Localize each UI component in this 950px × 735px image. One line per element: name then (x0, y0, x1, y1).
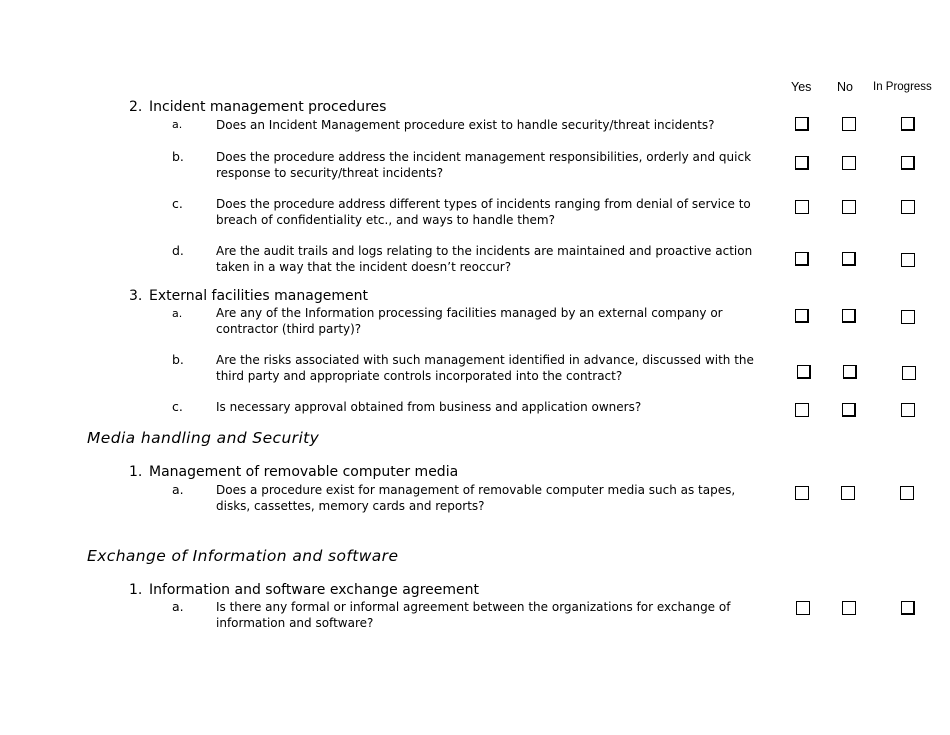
checkbox-no[interactable] (842, 252, 856, 266)
group-number: 2. (129, 99, 143, 115)
item-letter: a. (172, 599, 184, 614)
checkbox-in-progress[interactable] (902, 366, 916, 380)
group-title-exchange-agreement: Information and software exchange agreement (149, 582, 479, 598)
column-header-yes: Yes (791, 80, 812, 94)
checkbox-no[interactable] (842, 117, 856, 131)
item-letter: a. (172, 482, 184, 497)
question-text: Are the risks associated with such management identified in advance, discussed with the third party and appropriate controls incorporated into the contract? (216, 353, 754, 383)
group-title-removable-media: Management of removable computer media (149, 464, 459, 480)
checkbox-no[interactable] (842, 601, 856, 615)
column-header-no: No (837, 80, 853, 94)
checkbox-in-progress[interactable] (901, 117, 915, 131)
checkbox-no[interactable] (843, 365, 857, 379)
checkbox-in-progress[interactable] (901, 601, 915, 615)
group-number: 3. (129, 288, 143, 304)
checkbox-no[interactable] (842, 309, 856, 323)
checkbox-no[interactable] (841, 486, 855, 500)
checkbox-in-progress[interactable] (901, 310, 915, 324)
question-text: Is necessary approval obtained from business and application owners? (216, 400, 642, 414)
checkbox-yes[interactable] (796, 601, 810, 615)
item-letter: b. (172, 352, 184, 367)
checkbox-no[interactable] (842, 200, 856, 214)
item-letter: d. (172, 243, 184, 258)
checkbox-in-progress[interactable] (901, 156, 915, 170)
question-text: Does the procedure address the incident management responsibilities, orderly and quick response to security/threat incidents? (216, 150, 752, 180)
checkbox-in-progress[interactable] (901, 403, 915, 417)
item-letter: a. (172, 307, 183, 320)
checkbox-in-progress[interactable] (901, 200, 915, 214)
group-title-external-facilities: External facilities management (149, 288, 368, 304)
question-text: Are any of the Information processing facilities managed by an external company or contractor (third party)? (216, 306, 723, 336)
checkbox-no[interactable] (842, 403, 856, 417)
column-header-in-progress: In Progress (873, 81, 932, 93)
item-letter: c. (172, 196, 183, 211)
item-letter: c. (172, 399, 183, 414)
section-title-media-handling: Media handling and Security (87, 429, 320, 447)
question-text: Are the audit trails and logs relating to the incidents are maintained and proactive action taken in a way that the incident doesn’t reoccur? (216, 244, 753, 274)
item-letter: b. (172, 149, 184, 164)
checkbox-yes[interactable] (795, 200, 809, 214)
checkbox-yes[interactable] (795, 403, 809, 417)
group-number: 1. (129, 464, 143, 480)
checkbox-yes[interactable] (795, 156, 809, 170)
group-number: 1. (129, 582, 143, 598)
checkbox-yes[interactable] (795, 309, 809, 323)
checkbox-yes[interactable] (795, 486, 809, 500)
checkbox-yes[interactable] (797, 365, 811, 379)
checkbox-in-progress[interactable] (900, 486, 914, 500)
group-title-incident-management: Incident management procedures (149, 99, 387, 115)
checkbox-no[interactable] (842, 156, 856, 170)
question-text: Does an Incident Management procedure exist to handle security/threat incidents? (216, 118, 715, 132)
section-title-exchange-information: Exchange of Information and software (87, 547, 399, 565)
checkbox-yes[interactable] (795, 252, 809, 266)
question-text: Is there any formal or informal agreement between the organizations for exchange of information and software? (216, 600, 731, 630)
checkbox-in-progress[interactable] (901, 253, 915, 267)
item-letter: a. (172, 118, 183, 131)
question-text: Does the procedure address different types of incidents ranging from denial of service to breach of confidentiality etc., and ways to handle them? (216, 197, 751, 227)
question-text: Does a procedure exist for management of removable computer media such as tapes, disks, cassettes, memory cards and reports? (216, 483, 736, 513)
checkbox-yes[interactable] (795, 117, 809, 131)
